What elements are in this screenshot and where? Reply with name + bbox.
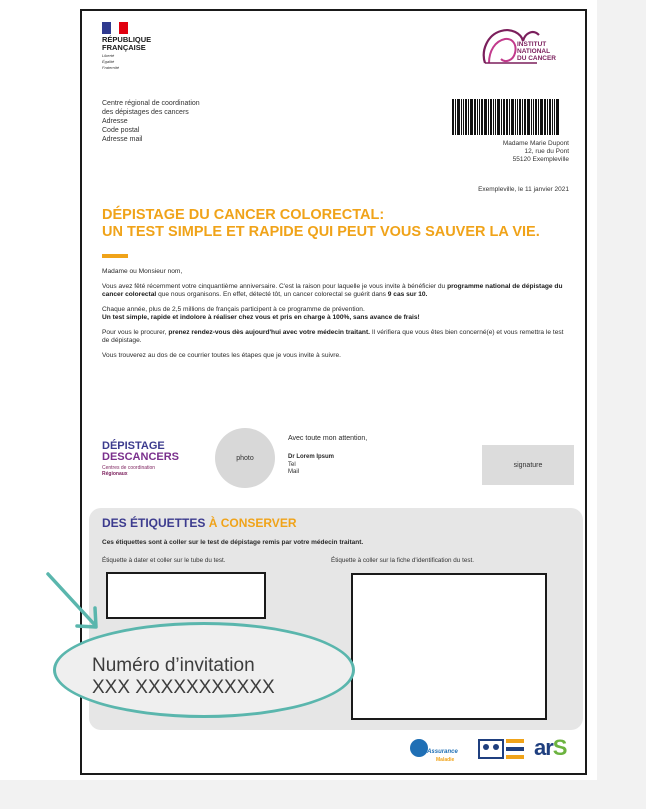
doctor-mail: Mail	[288, 469, 300, 475]
barcode-bar	[519, 99, 521, 135]
barcode-bar	[461, 99, 462, 135]
depistage-logo-line-1: DÉPISTAGE	[102, 440, 165, 452]
ars-s: S	[552, 735, 567, 760]
barcode-bar	[465, 99, 467, 135]
sender-line: Adresse mail	[102, 136, 143, 143]
assurance-text: l'Assurance	[424, 749, 458, 755]
republique-name-line-1: RÉPUBLIQUE	[102, 35, 152, 44]
tube-label-box	[106, 572, 266, 619]
recipient-line: 55120 Exempleville	[512, 156, 569, 163]
barcode-bar	[538, 99, 539, 135]
ars-logo	[534, 735, 566, 761]
assurance-maladie-logo	[410, 737, 460, 763]
barcode-bar	[506, 99, 508, 135]
labels-panel-subtitle: Ces étiquettes sont à coller sur le test de dépistage remis par votre médecin traitant.	[102, 539, 364, 546]
barcode-bar	[501, 99, 502, 135]
barcode-bar	[522, 99, 523, 135]
barcode-bar	[547, 99, 548, 135]
institut-national-du-cancer-logo	[477, 21, 572, 71]
barcode-bar	[457, 99, 460, 135]
barcode-bar	[515, 99, 516, 135]
barcode-bar	[535, 99, 537, 135]
barcode-bar	[549, 99, 551, 135]
barcode-bar	[497, 99, 500, 135]
barcode-bar	[517, 99, 518, 135]
republique-name-line-2: FRANÇAISE	[102, 43, 146, 52]
text-span: Chaque année, plus de 2,5 millions de français participent à ce programme de prévention.	[102, 305, 365, 313]
text-span: Pour vous le procurer,	[102, 328, 169, 336]
barcode-bar	[544, 99, 546, 135]
background-strip-bottom	[0, 780, 646, 809]
barcode-bar	[490, 99, 492, 135]
doctor-contact	[288, 454, 334, 477]
signature-placeholder	[482, 445, 574, 485]
republique-motto-3: Fraternité	[102, 65, 120, 70]
text-bold: 9 cas sur 10.	[387, 291, 428, 298]
barcode	[452, 99, 570, 135]
sender-address	[102, 99, 200, 144]
doctor-tel: Tel	[288, 461, 296, 468]
depistage-logo-line-4: Régionaux	[102, 471, 128, 477]
identification-label-caption: Étiquette à coller sur la fiche d'identification du test.	[331, 557, 474, 564]
callout-line-2: XXX XXXXXXXXXXX	[92, 677, 275, 698]
barcode-bar	[477, 99, 478, 135]
body-paragraph-1	[102, 283, 568, 300]
labels-title-part-1: DES ÉTIQUETTES	[102, 516, 209, 530]
sender-line: Code postal	[102, 127, 140, 134]
republique-francaise-logo	[102, 22, 151, 70]
callout-text	[92, 655, 275, 699]
text-span: que nous organisons. En effet, détecté tôt, un cancer colorectal se guérit dans	[156, 291, 388, 298]
labels-title-part-2: À CONSERVER	[208, 516, 297, 530]
salutation: Madame ou Monsieur nom,	[102, 268, 183, 275]
text-bold: programme national de dépistage du cancer colorectal	[102, 282, 563, 298]
tube-label-caption: Étiquette à dater et coller sur le tube du test.	[102, 557, 226, 564]
recipient-line: 12, rue du Pont	[524, 148, 569, 155]
body-paragraph-4: Vous trouverez au dos de ce courrier toutes les étapes que je vous invite à suivre.	[102, 351, 341, 359]
barcode-bar	[479, 99, 480, 135]
sender-line: des dépistages des cancers	[102, 109, 189, 116]
barcode-bar	[470, 99, 473, 135]
barcode-bar	[493, 99, 494, 135]
background-strip-right	[597, 0, 646, 780]
republique-motto-2: Égalité	[102, 59, 115, 64]
doctor-name: Dr Lorem Ipsum	[288, 454, 335, 460]
letter-headline	[102, 207, 540, 241]
french-flag-icon	[102, 22, 128, 34]
recipient-line: Madame Marie Dupont	[502, 140, 569, 147]
partner-logos	[406, 733, 576, 769]
invitation-number-callout	[53, 622, 355, 718]
callout-line-1: Numéro d’invitation	[92, 655, 255, 676]
barcode-bar	[474, 99, 476, 135]
headline-line-1: DÉPISTAGE DU CANCER COLORECTAL:	[102, 207, 385, 223]
assurance-text-2: Maladie	[436, 757, 455, 763]
text-bold: Un test simple, rapide et indolore à réaliser chez vous et pris en charge à 100%, sans avance de frais!	[102, 314, 420, 321]
depistage-logo-line-2: DESCANCERS	[102, 451, 180, 463]
text-bold: prenez rendez-vous dès aujourd'hui avec votre médecin traitant.	[168, 328, 370, 336]
ars-main: ar	[534, 735, 553, 760]
inca-line-1: INSTITUT	[517, 41, 547, 48]
barcode-bar	[495, 99, 496, 135]
republique-motto-1: Liberté	[102, 53, 115, 58]
barcode-bar	[481, 99, 483, 135]
accent-bar	[102, 254, 128, 258]
body-paragraph-3	[102, 329, 568, 346]
barcode-bar	[503, 99, 505, 135]
recipient-address	[503, 140, 569, 164]
barcode-bar	[527, 99, 530, 135]
barcode-bar	[556, 99, 559, 135]
depistage-des-cancers-logo	[102, 441, 179, 477]
barcode-bar	[488, 99, 489, 135]
barcode-bar	[509, 99, 510, 135]
identification-label-box	[351, 573, 547, 720]
barcode-bar	[533, 99, 534, 135]
barcode-bar	[531, 99, 532, 135]
text-span: Il vérifiera que vous êtes bien concerné(e) et vous remettra le test de dépistage.	[102, 328, 564, 344]
bars-logo-icon	[506, 739, 524, 759]
barcode-bar	[554, 99, 555, 135]
labels-panel-title	[102, 516, 296, 530]
msa-logo-icon	[478, 739, 504, 759]
body-paragraph-2	[102, 306, 568, 323]
letter-body	[102, 268, 568, 366]
sender-line: Centre régional de coordination	[102, 100, 200, 107]
closing-line: Avec toute mon attention,	[288, 435, 368, 442]
signature-label: signature	[513, 461, 543, 469]
depistage-logo-line-3: Centres de coordination	[102, 465, 156, 471]
barcode-bar	[484, 99, 487, 135]
barcode-bar	[524, 99, 526, 135]
inca-line-3: DU CANCER	[517, 55, 556, 62]
barcode-bar	[552, 99, 553, 135]
photo-placeholder	[215, 428, 275, 488]
text-span: Vous avez fêté récemment votre cinquantième anniversaire. C'est la raison pour laquelle je vous invite à bénéficier du	[102, 282, 448, 290]
sender-line: Adresse	[102, 118, 128, 125]
photo-label: photo	[236, 454, 254, 462]
inca-line-2: NATIONAL	[517, 48, 551, 55]
letter-date: Exempleville, le 11 janvier 2021	[478, 186, 569, 193]
headline-line-2: UN TEST SIMPLE ET RAPIDE QUI PEUT VOUS SAUVER LA VIE.	[102, 224, 540, 240]
barcode-bar	[511, 99, 514, 135]
barcode-bar	[540, 99, 543, 135]
barcode-bar	[452, 99, 454, 135]
barcode-bar	[468, 99, 469, 135]
barcode-bar	[463, 99, 464, 135]
barcode-bar	[455, 99, 456, 135]
